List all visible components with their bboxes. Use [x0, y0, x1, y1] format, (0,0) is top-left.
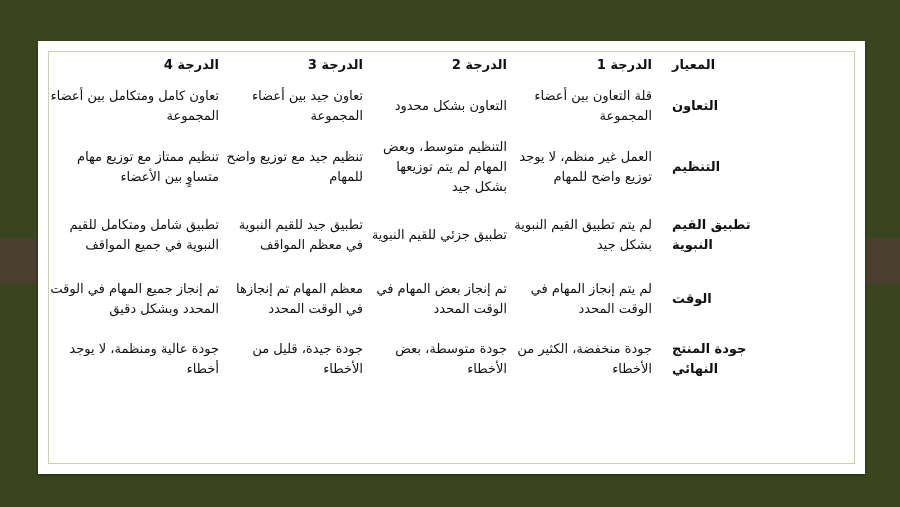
- table-cell: تنظيم ممتاز مع توزيع مهام متساوٍ بين الأعضاء: [77, 150, 219, 185]
- table-cell: تعاون جيد بين أعضاء المجموعة: [251, 88, 363, 124]
- table-cell: تطبيق جيد للقيم النبوية في معظم المواقف: [238, 217, 363, 253]
- table-cell: تطبيق شامل ومتكامل للقيم النبوية في جميع المواقف: [69, 217, 219, 253]
- header-level-1: الدرجة 1: [596, 57, 652, 73]
- criterion-organization: التنظيم: [672, 160, 721, 175]
- table-cell: تطبيق جزئي للقيم النبوية: [371, 227, 507, 243]
- rubric-table: [48, 52, 792, 388]
- table-cell: تم إنجاز بعض المهام في الوقت المحدد: [376, 282, 507, 317]
- table-cell: جودة جيدة، قليل من الأخطاء: [252, 341, 363, 377]
- table-cell: لم يتم إنجاز المهام في الوقت المحدد: [530, 282, 652, 317]
- table-cell: معظم المهام تم إنجازها في الوقت المحدد: [236, 282, 363, 317]
- criterion-prophetic-values: تطبيق القيم النبوية: [672, 217, 751, 253]
- table-cell: قلة التعاون بين أعضاء المجموعة: [534, 88, 652, 124]
- criterion-time: الوقت: [672, 292, 712, 307]
- header-criterion: المعيار: [672, 57, 716, 73]
- table-cell: جودة متوسطة، بعض الأخطاء: [395, 341, 507, 377]
- table-cell: تم إنجاز جميع المهام في الوقت المحدد وبشكل دقيق: [50, 282, 219, 317]
- header-level-2: الدرجة 2: [451, 57, 507, 73]
- table-cell: التعاون بشكل محدود: [394, 98, 507, 114]
- criterion-cooperation: التعاون: [672, 98, 719, 114]
- header-level-3: الدرجة 3: [307, 57, 363, 73]
- table-cell: جودة منخفضة، الكثير من الأخطاء: [517, 341, 652, 377]
- criterion-final-product-quality: جودة المنتج النهائي: [672, 341, 747, 377]
- table-cell: جودة عالية ومنظمة، لا يوجد أخطاء: [69, 341, 219, 377]
- table-cell: لم يتم تطبيق القيم النبوية بشكل جيد: [514, 217, 652, 253]
- table-cell: تنظيم جيد مع توزيع واضح للمهام: [226, 150, 363, 185]
- table-cell: التنظيم متوسط، وبعض المهام لم يتم توزيعها بشكل جيد: [382, 140, 507, 195]
- table-cell: العمل غير منظم، لا يوجد توزيع واضح للمهام: [519, 150, 652, 185]
- header-level-4: الدرجة 4: [163, 57, 219, 73]
- table-cell: تعاون كامل ومتكامل بين أعضاء المجموعة: [50, 88, 219, 124]
